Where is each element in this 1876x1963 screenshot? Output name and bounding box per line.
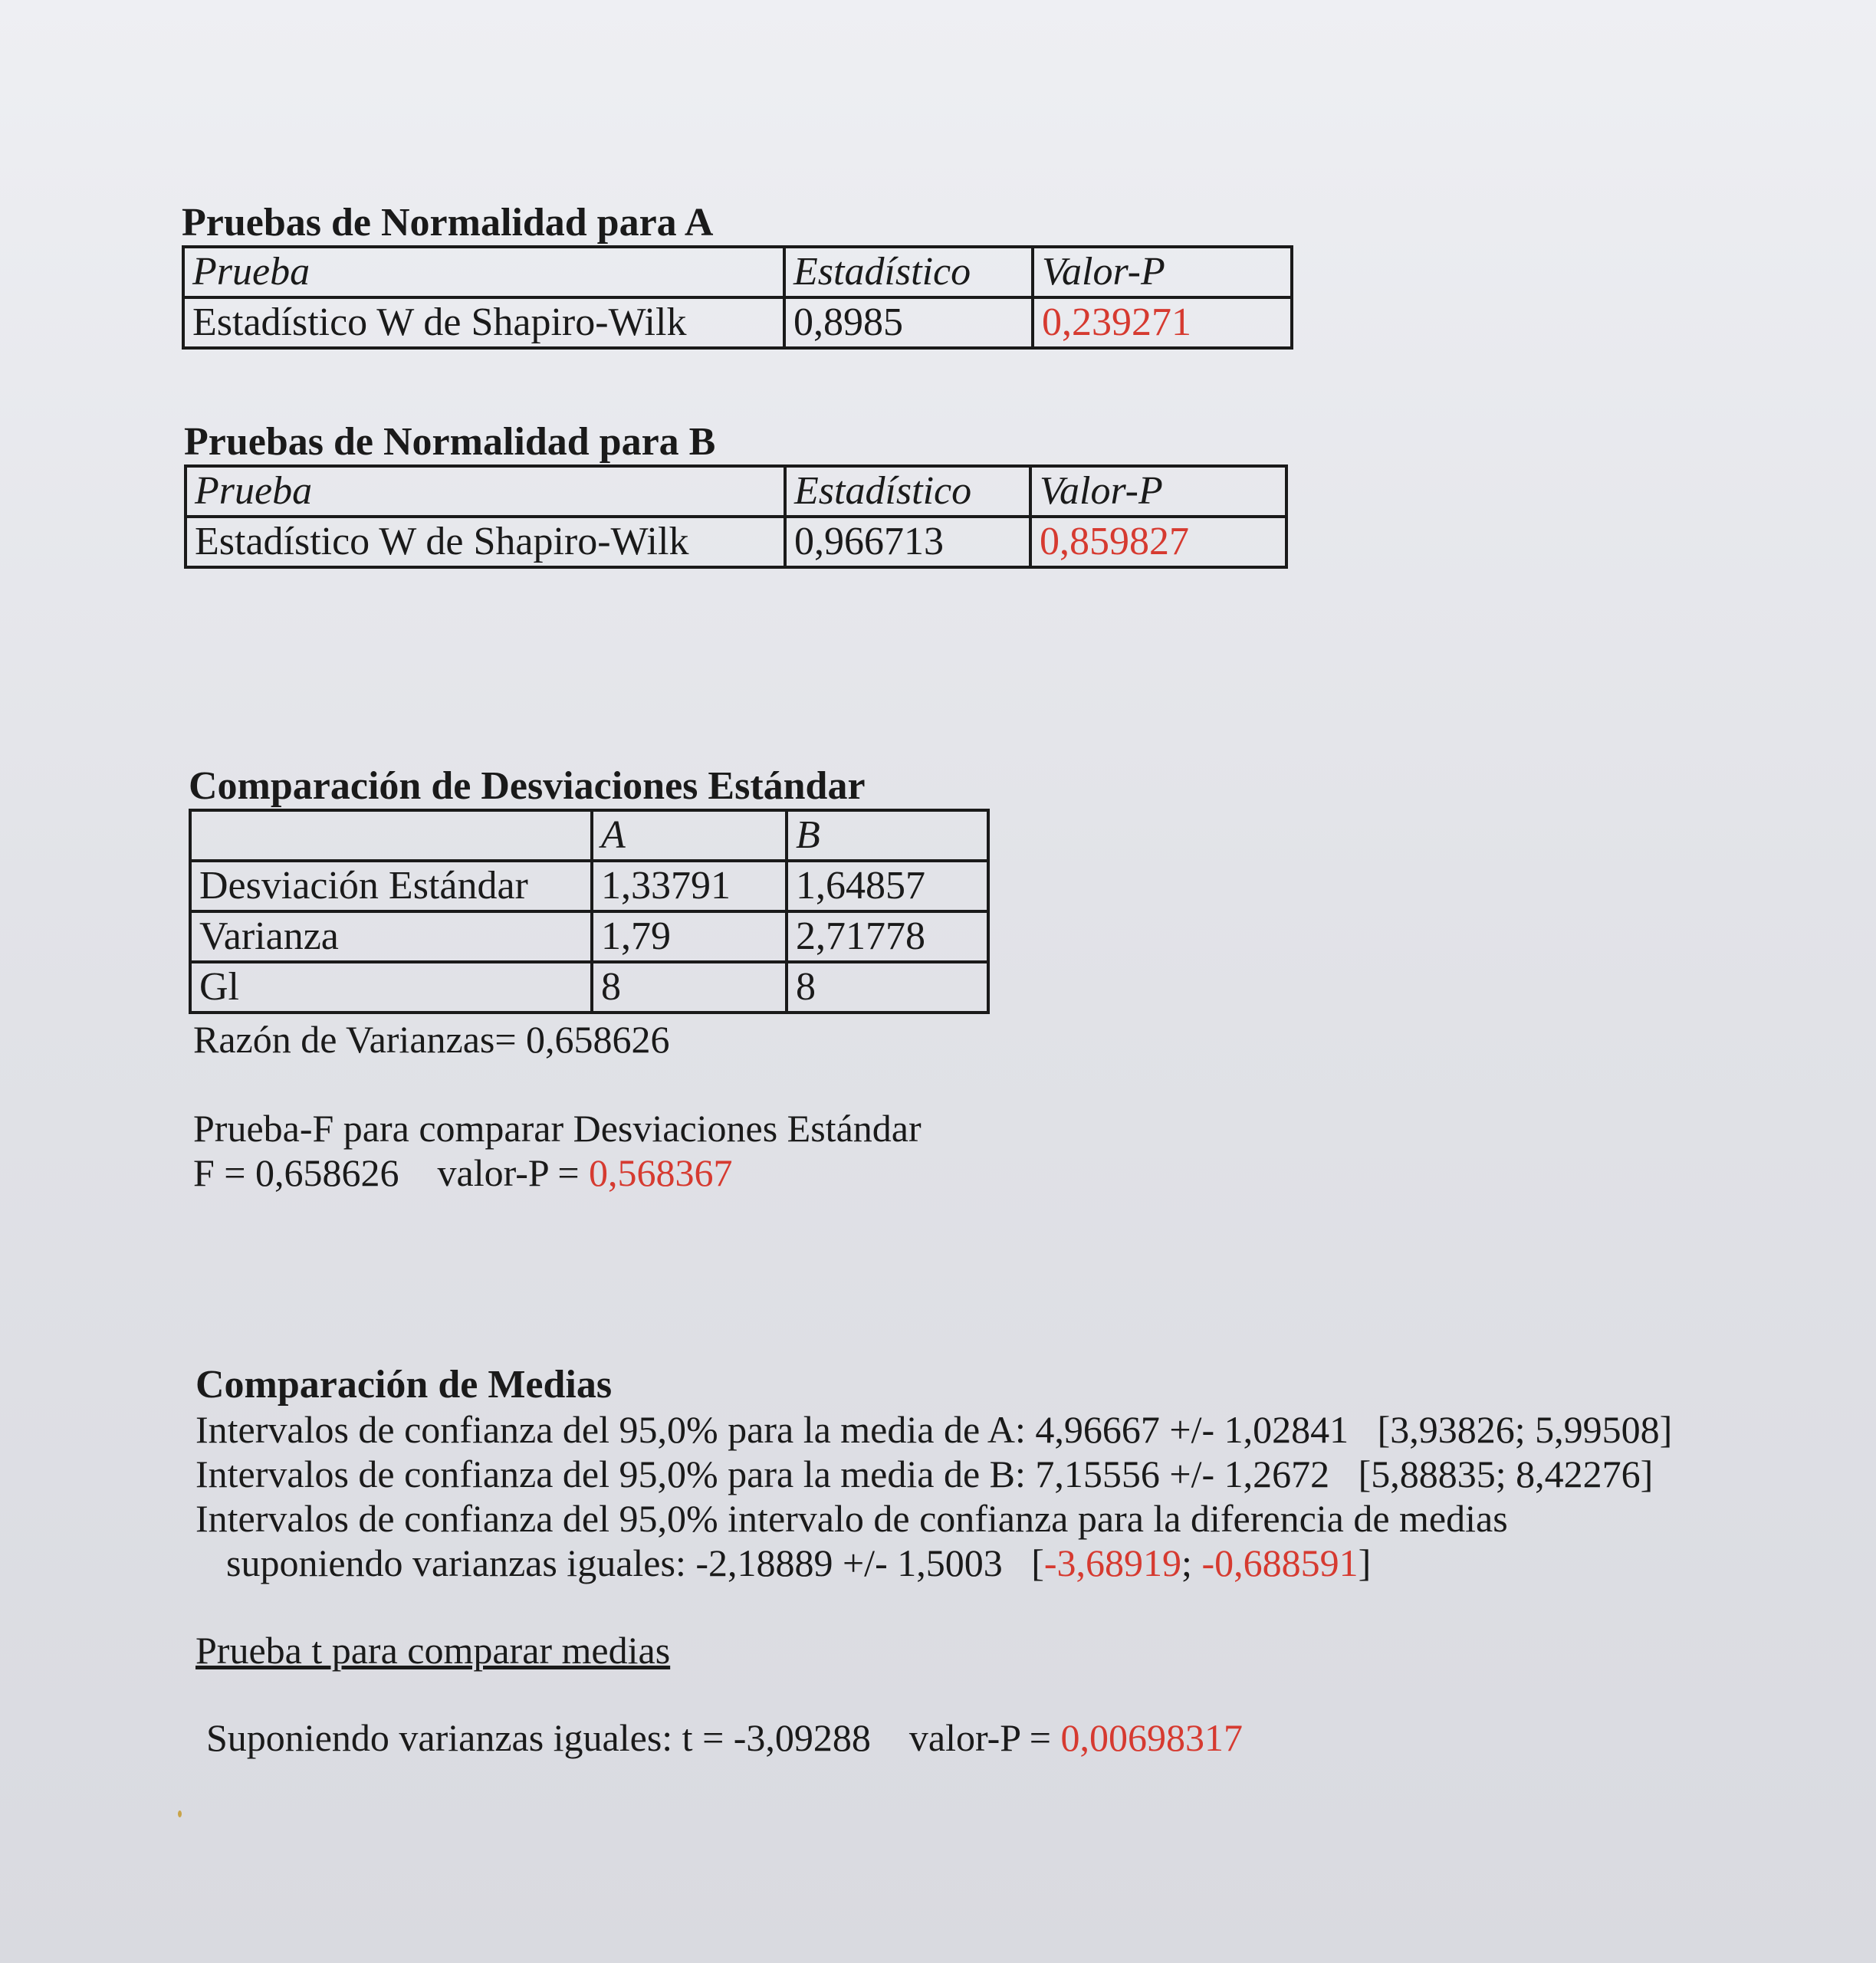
header-valor-p: Valor-P (1030, 466, 1286, 517)
std-dev-table (189, 809, 990, 1014)
table-header-row (190, 810, 988, 861)
means-section (195, 1363, 1672, 1760)
row-label: Gl (190, 962, 592, 1013)
t-test-statistic: Suponiendo varianzas iguales: t = -3,09288 valor-P = (206, 1716, 1061, 1759)
f-test-result (189, 1151, 990, 1195)
t-test-result (195, 1715, 1672, 1760)
paper-speck (178, 1810, 182, 1817)
table-row (190, 962, 988, 1013)
normality-a-title: Pruebas de Normalidad para A (182, 201, 714, 245)
normality-a-table (182, 245, 1293, 350)
cell-statistic: 0,8985 (784, 297, 1033, 348)
ci-diff-close: ] (1358, 1541, 1372, 1584)
table-row (190, 861, 988, 911)
row-label: Varianza (190, 911, 592, 962)
cell-b: 2,71778 (787, 911, 988, 962)
cell-a: 1,79 (592, 911, 787, 962)
header-prueba: Prueba (186, 466, 785, 517)
cell-b: 8 (787, 962, 988, 1013)
cell-b: 1,64857 (787, 861, 988, 911)
header-estadistico: Estadístico (784, 247, 1033, 297)
ci-diff-high: -0,688591 (1201, 1541, 1359, 1584)
t-test-p-value: 0,00698317 (1060, 1716, 1243, 1759)
header-estadistico: Estadístico (785, 466, 1030, 517)
ci-diff-low: -3,68919 (1043, 1541, 1182, 1584)
cell-test-name: Estadístico W de Shapiro-Wilk (186, 517, 785, 567)
f-test-statistic: F = 0,658626 valor-P = (193, 1151, 590, 1194)
header-empty (190, 810, 592, 861)
normality-a-section (182, 201, 1293, 350)
cell-statistic: 0,966713 (785, 517, 1030, 567)
table-row (183, 297, 1292, 348)
t-test-title: Prueba t para comparar medias (195, 1629, 671, 1672)
means-title: Comparación de Medias (195, 1363, 613, 1407)
cell-a: 8 (592, 962, 787, 1013)
ci-diff-line-1: Intervalos de confianza del 95,0% intervalo de confianza para la diferencia de medias (195, 1497, 1508, 1540)
table-header-row (186, 466, 1286, 517)
normality-b-table (184, 464, 1288, 569)
cell-a: 1,33791 (592, 861, 787, 911)
f-test-p-value: 0,568367 (589, 1151, 733, 1194)
table-header-row (183, 247, 1292, 297)
std-dev-section (189, 764, 990, 1195)
cell-p-value: 0,239271 (1033, 297, 1292, 348)
row-label: Desviación Estándar (190, 861, 592, 911)
cell-p-value: 0,859827 (1030, 517, 1286, 567)
ci-diff-line-2 (195, 1541, 1672, 1585)
ci-diff-separator: ; (1181, 1541, 1202, 1584)
normality-b-section (184, 420, 1288, 569)
header-prueba: Prueba (183, 247, 784, 297)
header-valor-p: Valor-P (1033, 247, 1292, 297)
variance-ratio: Razón de Varianzas= 0,658626 (193, 1018, 670, 1061)
ci-mean-a: Intervalos de confianza del 95,0% para la media de A: 4,96667 +/- 1,02841 [3,93826; 5,99508] (195, 1408, 1673, 1451)
std-dev-title: Comparación de Desviaciones Estándar (189, 764, 866, 808)
ci-diff-text: suponiendo varianzas iguales: -2,18889 +/- 1,5003 [ (226, 1541, 1044, 1584)
f-test-title: Prueba-F para comparar Desviaciones Estándar (193, 1107, 922, 1150)
ci-mean-b: Intervalos de confianza del 95,0% para la media de B: 7,15556 +/- 1,2672 [5,88835; 8,42276] (195, 1453, 1654, 1495)
table-row (186, 517, 1286, 567)
cell-test-name: Estadístico W de Shapiro-Wilk (183, 297, 784, 348)
header-a: A (592, 810, 787, 861)
normality-b-title: Pruebas de Normalidad para B (184, 420, 716, 464)
header-b: B (787, 810, 988, 861)
table-row (190, 911, 988, 962)
